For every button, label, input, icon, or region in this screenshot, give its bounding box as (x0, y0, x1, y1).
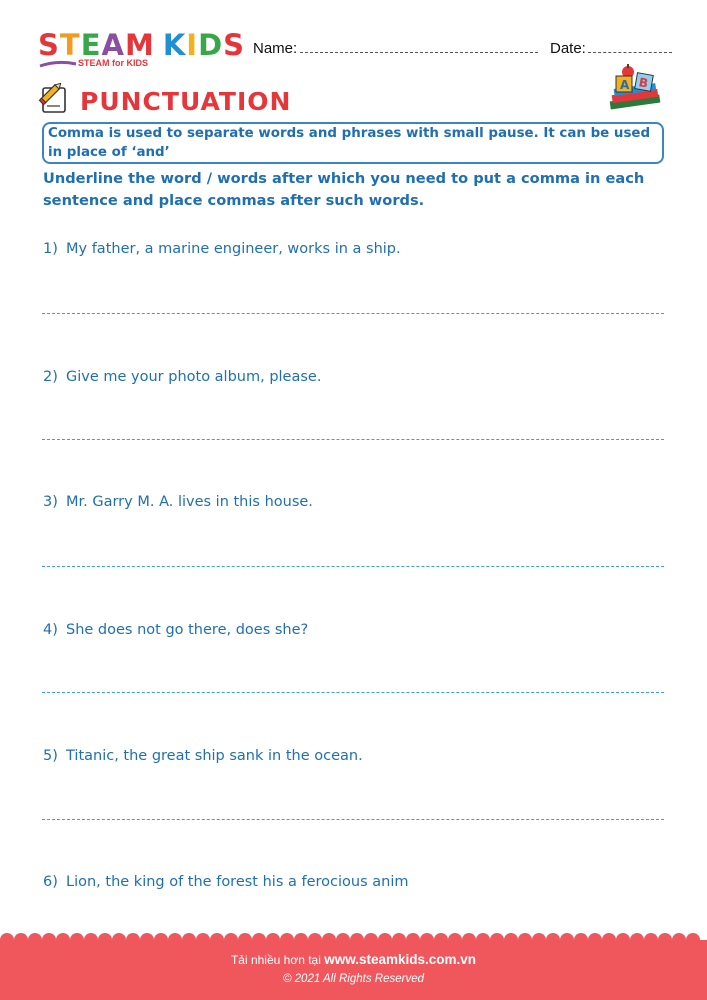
question-text: My father, a marine engineer, works in a ship. (66, 241, 401, 257)
logo-letter: M (124, 28, 155, 62)
question-number: 4) (43, 622, 58, 638)
steam-kids-logo (38, 28, 246, 68)
logo-letter: K (162, 28, 187, 62)
name-field-line[interactable] (300, 52, 538, 53)
logo-letter: S (38, 28, 60, 62)
question-text: Give me your photo album, please. (66, 369, 322, 385)
date-field-line[interactable] (588, 52, 672, 53)
question-text: She does not go there, does she? (66, 622, 309, 638)
instruction-text: Underline the word / words after which you need to put a comma in each sentence and place commas after such words. (43, 170, 645, 209)
logo-wordmark (38, 30, 245, 60)
question-number: 2) (43, 369, 58, 385)
question-item (43, 241, 401, 257)
logo-letter: A (101, 28, 125, 62)
answer-line[interactable] (42, 439, 664, 440)
question-text: Lion, the king of the forest his a ferocious anim (66, 874, 409, 890)
answer-line[interactable] (42, 819, 664, 820)
abc-books-icon (606, 62, 664, 112)
question-text: Titanic, the great ship sank in the ocean. (66, 748, 363, 764)
logo-letter: S (223, 28, 246, 62)
footer-credit (0, 952, 707, 967)
logo-letter: T (59, 28, 81, 62)
logo-letter: I (186, 28, 199, 62)
logo-letter: D (198, 28, 224, 62)
question-number: 5) (43, 748, 58, 764)
svg-text:A: A (620, 78, 630, 92)
date-label: Date: (550, 40, 586, 57)
question-item (43, 874, 408, 890)
logo-swoosh-icon (38, 60, 78, 70)
pencil-paper-icon (36, 80, 72, 116)
question-number: 3) (43, 494, 58, 510)
question-number: 1) (43, 241, 58, 257)
definition-box (42, 122, 664, 164)
answer-line[interactable] (42, 313, 664, 314)
question-item (43, 748, 363, 764)
logo-letter: E (80, 28, 102, 62)
answer-line[interactable] (42, 692, 664, 693)
name-label: Name: (253, 40, 298, 57)
footer-prefix: Tải nhiều hơn tại (230, 953, 325, 967)
definition-text: Comma is used to separate words and phrases with small pause. It can be used in place of ‘and’ (48, 126, 651, 160)
question-item (43, 622, 308, 638)
footer-band (0, 940, 707, 1000)
logo-subtitle: STEAM for KIDS (78, 58, 149, 68)
question-item (43, 494, 313, 510)
question-number: 6) (43, 874, 58, 890)
question-item (43, 369, 321, 385)
answer-line[interactable] (42, 566, 664, 567)
footer-copyright: © 2021 All Rights Reserved (282, 973, 424, 985)
page-title: PUNCTUATION (80, 87, 292, 116)
question-text: Mr. Garry M. A. lives in this house. (66, 494, 313, 510)
svg-text:B: B (637, 75, 650, 91)
footer-site-link[interactable]: www.steamkids.com.vn (324, 952, 477, 967)
